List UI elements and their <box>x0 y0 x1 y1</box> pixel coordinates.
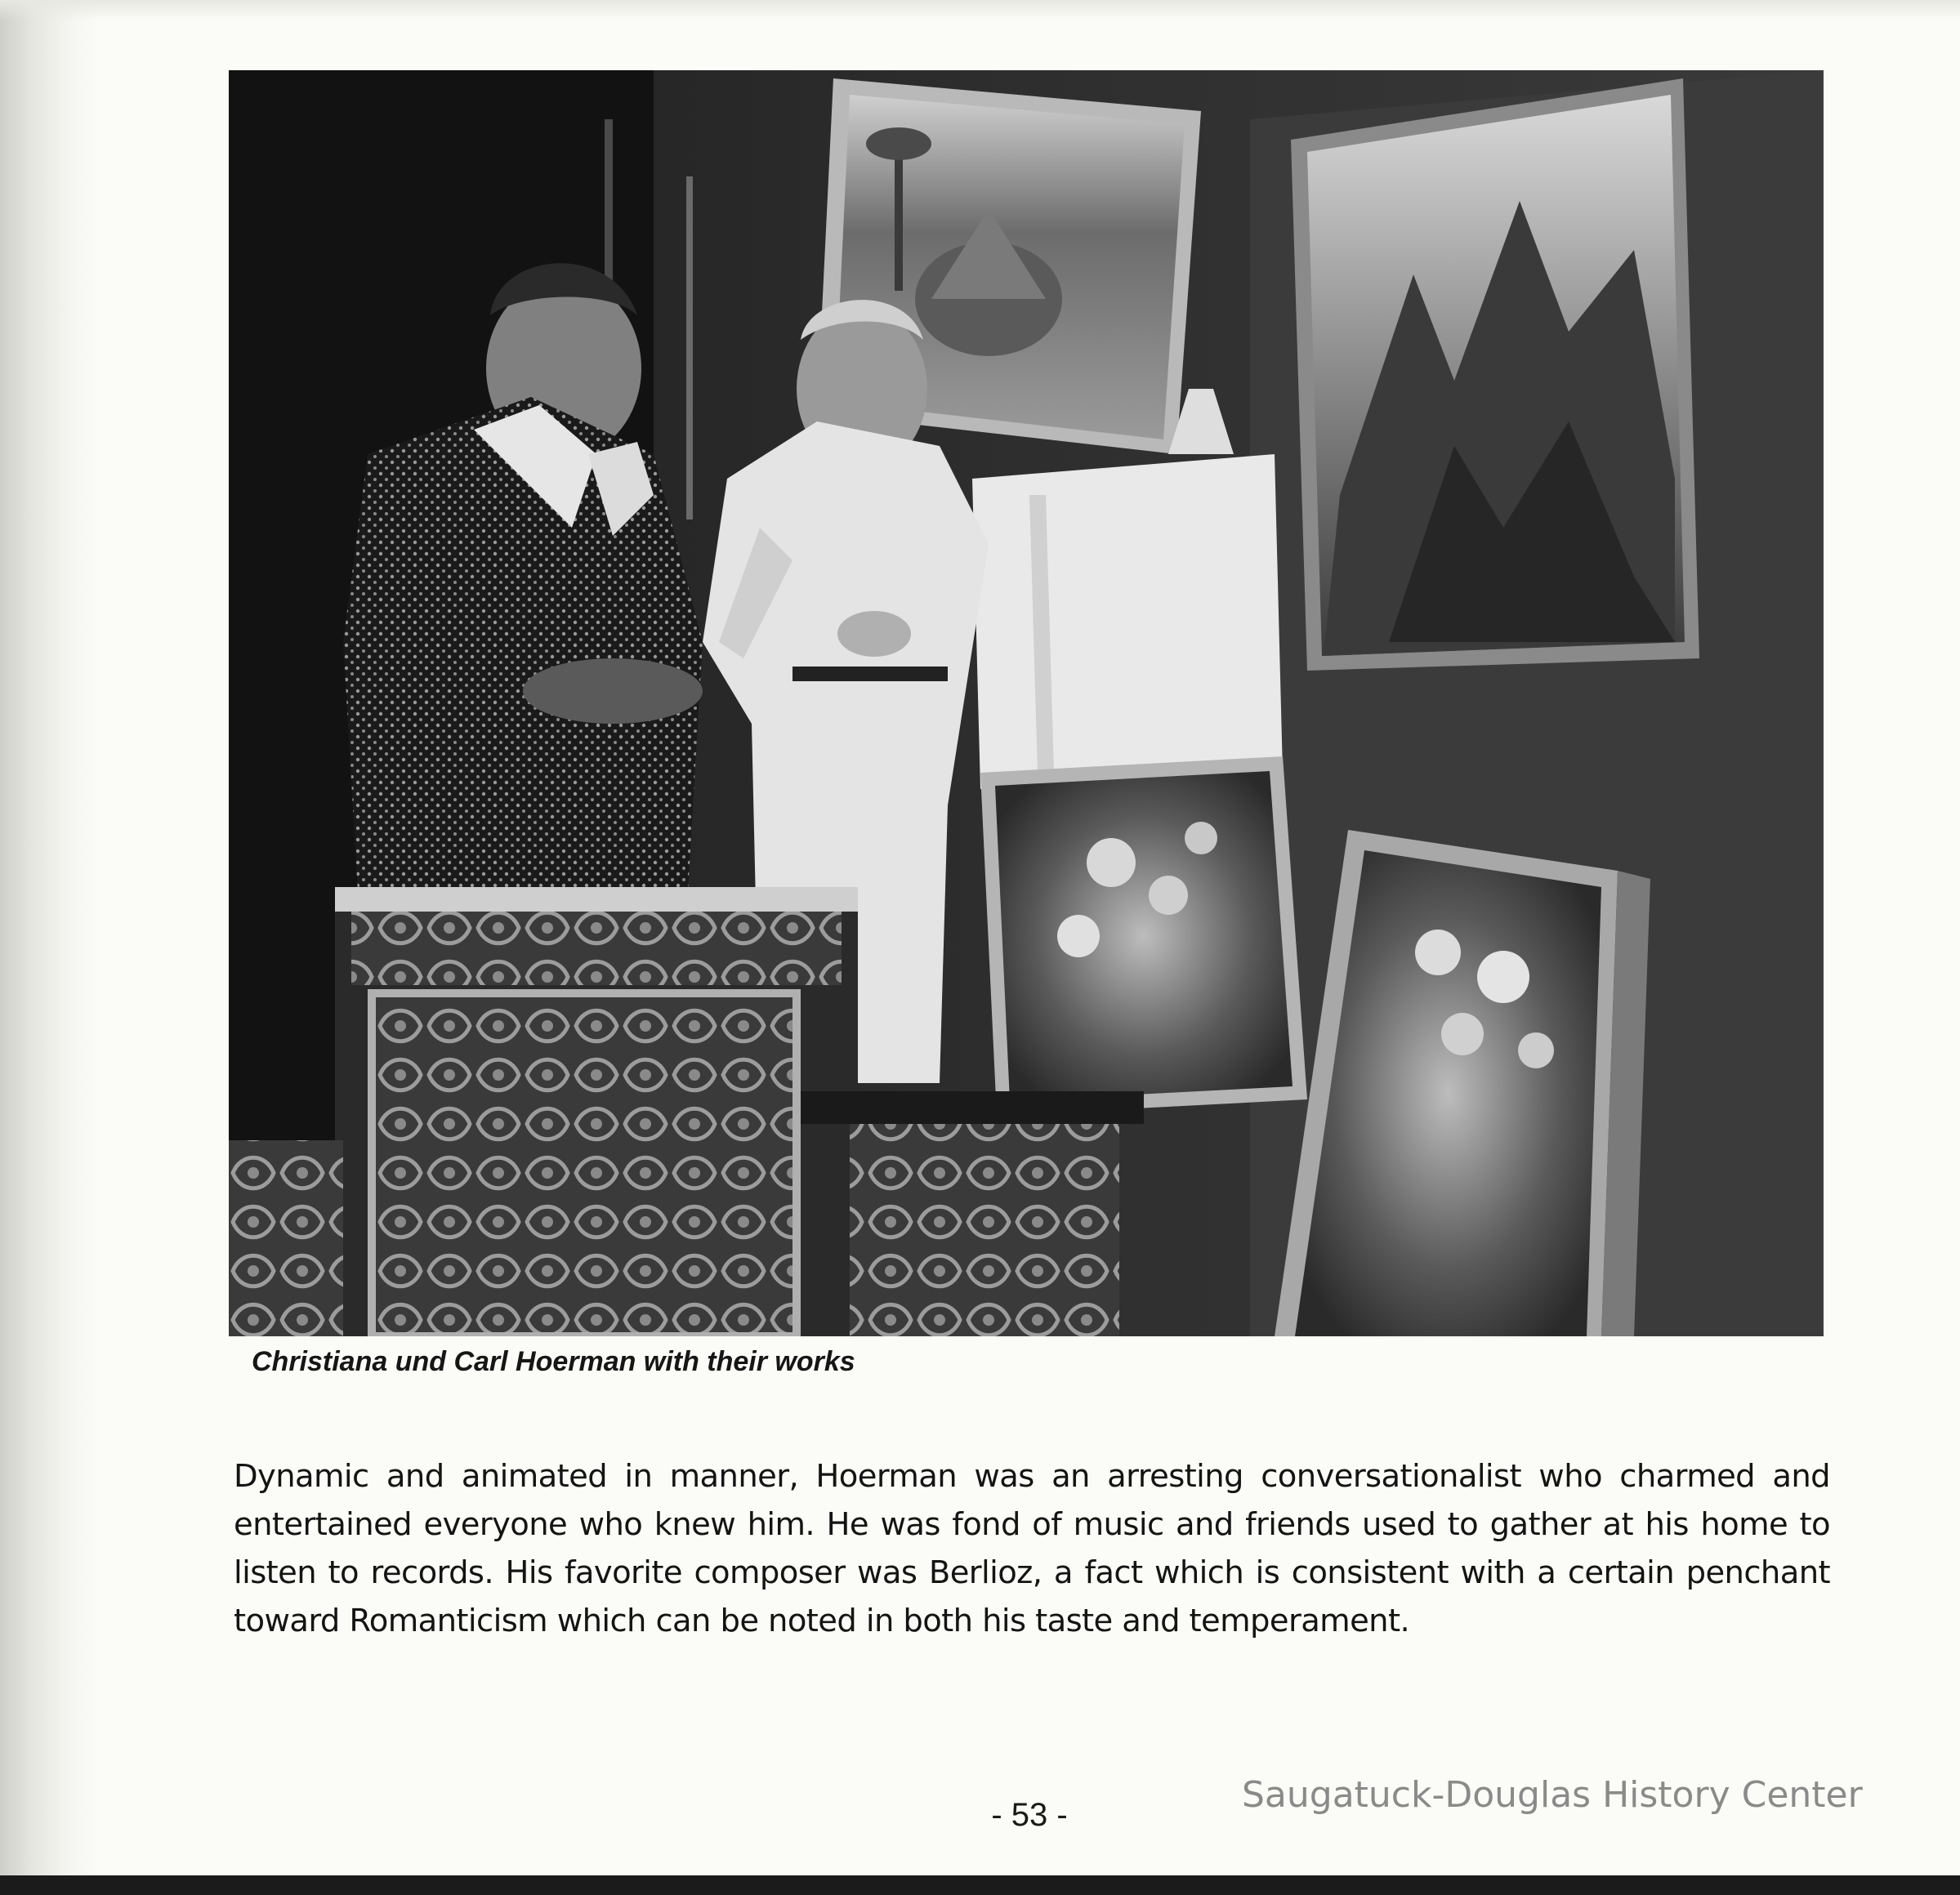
watermark: Saugatuck-Douglas History Center <box>1242 1774 1863 1816</box>
page-number: - 53 - <box>991 1797 1068 1833</box>
body-paragraph: Dynamic and animated in manner, Hoerman was an arresting conversationalist who charmed and entertained everyone who knew him. He was fond of music and friends used to gather at his home to listen to records. His favorite composer was Berlioz, a fact which is consistent with a certain penchant toward Romanticism which can be noted in both his taste and temperament. <box>234 1458 1830 1639</box>
page-top-edge <box>0 0 1960 21</box>
book-gutter-shadow <box>0 0 98 1895</box>
page-bottom-edge <box>0 1875 1960 1895</box>
historical-photograph <box>229 70 1824 1336</box>
photo-caption: Christiana und Carl Hoerman with their works <box>252 1346 855 1377</box>
